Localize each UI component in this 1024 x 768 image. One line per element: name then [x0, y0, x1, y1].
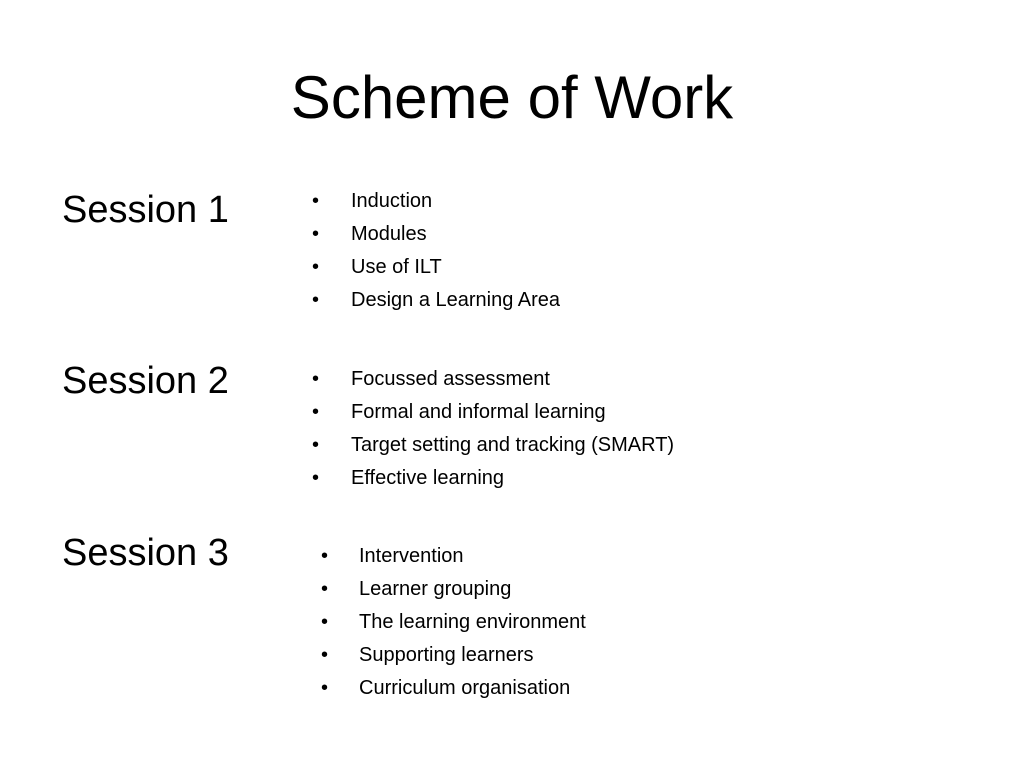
- bullet-icon: •: [312, 434, 320, 456]
- session-1-topic-list: [312, 185, 560, 317]
- list-item: [312, 185, 560, 218]
- list-item: [321, 639, 586, 672]
- topic-text: Curriculum organisation: [359, 677, 571, 699]
- list-item: [312, 363, 674, 396]
- bullet-icon: •: [312, 190, 320, 212]
- topic-text: Induction: [351, 190, 433, 212]
- session-3-label: Session 3: [62, 532, 229, 574]
- list-item: [312, 284, 560, 317]
- bullet-icon: •: [312, 223, 320, 245]
- bullet-icon: •: [312, 256, 320, 278]
- bullet-icon: •: [312, 467, 320, 489]
- list-item: [321, 540, 586, 573]
- topic-text: Learner grouping: [359, 578, 512, 600]
- list-item: [321, 672, 586, 705]
- topic-text: Supporting learners: [359, 644, 534, 666]
- topic-text: Target setting and tracking (SMART): [351, 434, 675, 456]
- list-item: [312, 218, 560, 251]
- session-3-topic-list: [321, 540, 586, 705]
- bullet-icon: •: [321, 611, 329, 633]
- list-item: [312, 396, 674, 429]
- bullet-icon: •: [312, 368, 320, 390]
- slide-title: Scheme of Work: [290, 64, 734, 131]
- bullet-icon: •: [312, 401, 320, 423]
- bullet-icon: •: [321, 677, 329, 699]
- topic-text: Use of ILT: [351, 256, 442, 278]
- list-item: [312, 429, 674, 462]
- topic-text: Modules: [351, 223, 427, 245]
- list-item: [312, 462, 674, 495]
- list-item: [312, 251, 560, 284]
- list-item: [321, 573, 586, 606]
- bullet-icon: •: [312, 289, 320, 311]
- topic-text: The learning environment: [359, 611, 586, 633]
- topic-text: Intervention: [359, 545, 464, 567]
- session-2-topic-list: [312, 363, 674, 495]
- list-item: [321, 606, 586, 639]
- topic-text: Focussed assessment: [351, 368, 550, 390]
- bullet-icon: •: [321, 545, 329, 567]
- topic-text: Effective learning: [351, 467, 505, 489]
- bullet-icon: •: [321, 578, 329, 600]
- topic-text: Formal and informal learning: [351, 401, 606, 423]
- topic-text: Design a Learning Area: [351, 289, 561, 311]
- session-1-label: Session 1: [62, 189, 229, 231]
- session-2-label: Session 2: [62, 360, 229, 402]
- bullet-icon: •: [321, 644, 329, 666]
